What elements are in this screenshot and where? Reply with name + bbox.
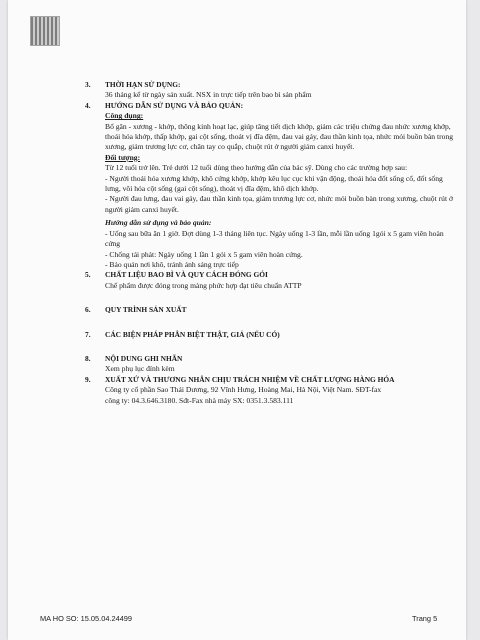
document-page <box>8 0 466 640</box>
section-6 <box>86 305 456 315</box>
section-7 <box>86 330 456 340</box>
usage-item: - Bảo quản nơi khô, tránh ánh sáng trực tiếp <box>105 259 239 269</box>
section-9 <box>86 375 456 406</box>
section-5-heading <box>86 270 456 280</box>
section-text: Chế phẩm được đóng trong màng phức hợp đạt tiêu chuẩn ATTP <box>105 280 302 290</box>
target-item: - Người thoái hóa xương khớp, khô cứng khớp, khớp kêu lục cục khi vận động, thoái hóa đốt sống cổ, đốt sống lưng, vôi hóa cột sống (gai cột sống), thoát vị đĩa đệm, khô dịch khớp. <box>105 173 443 194</box>
section-title: CHẤT LIỆU BAO BÌ VÀ QUY CÁCH ĐÓNG GÓI <box>105 270 268 280</box>
section-number: 4. <box>85 100 91 110</box>
section-number: 5. <box>85 270 91 280</box>
section-number: 7. <box>85 329 91 339</box>
section-title: THỜI HẠN SỬ DỤNG: <box>105 80 181 89</box>
section-7-heading <box>86 330 456 340</box>
section-8-heading <box>86 354 456 364</box>
section-text: Công ty cổ phần Sao Thái Dương, 92 Vĩnh Hưng, Hoàng Mai, Hà Nội, Việt Nam. SĐT-fax <box>105 385 382 395</box>
section-8 <box>86 354 456 375</box>
target-label: Đối tượng: <box>105 152 141 162</box>
section-3 <box>86 80 456 101</box>
section-4-heading <box>86 101 456 111</box>
section-title: CÁC BIỆN PHÁP PHÂN BIỆT THẬT, GIẢ (NẾU CÓ) <box>105 329 280 339</box>
section-text: 36 tháng kể từ ngày sản xuất. NSX in trực tiếp trên bao bì sản phẩm <box>105 90 312 100</box>
section-number: 8. <box>85 353 91 363</box>
usage-label: Hướng dẫn sử dụng và bảo quản: <box>105 218 212 228</box>
section-title: QUY TRÌNH SẢN XUẤT <box>105 305 187 315</box>
section-6-heading <box>86 305 456 315</box>
section-text: công ty: 04.3.646.3180. Sđt-Fax nhà máy SX: 0351.3.583.111 <box>105 395 294 405</box>
target-text: Từ 12 tuổi trở lên. Trẻ dưới 12 tuổi dùng theo hướng dẫn của bác sỹ. Dùng cho các trường hợp sau: <box>105 163 408 173</box>
section-title: XUẤT XỨ VÀ THƯƠNG NHÂN CHỊU TRÁCH NHIỆM VỀ CHẤT LƯỢNG HÀNG HÓA <box>105 374 395 384</box>
page-number: Trang 5 <box>412 614 438 623</box>
section-title: NỘI DUNG GHI NHÃN <box>105 353 183 363</box>
usage-item: - Chống tái phát: Ngày uống 1 lần 1 gói x 5 gam viên hoàn cứng. <box>105 249 303 259</box>
section-4 <box>86 101 456 271</box>
section-text: Xem phụ lục đính kèm <box>105 364 175 374</box>
section-9-heading <box>86 375 456 385</box>
dossier-code: MA HO SO: 15.05.04.24499 <box>40 614 133 623</box>
usage-item: - Uống sau bữa ăn 1 giờ. Đợt dùng 1-3 tháng liên tục. Ngày uống 1-3 lần, mỗi lần uống 1gói x 5 gam viên hoàn cứng <box>105 228 444 249</box>
uses-label: Công dụng: <box>105 111 144 121</box>
section-number: 9. <box>85 374 91 384</box>
section-title: HƯỚNG DẪN SỬ DỤNG VÀ BẢO QUẢN: <box>105 100 244 110</box>
target-item: - Người đau lưng, đau vai gáy, đau thần kinh tọa, giảm trương lực cơ, nhức mỏi buồn bàn trong xương, chuột rút ở người giảm canxi huyết. <box>105 194 453 214</box>
section-number: 3. <box>85 80 91 89</box>
qr-code-stamp <box>30 16 60 46</box>
section-5 <box>86 270 456 291</box>
document-content <box>86 80 456 406</box>
uses-text: Bổ gân - xương - khớp, thông kinh hoạt lạc, giúp tăng tiết dịch khớp, giảm các triệu chứng đau nhức xương khớp, thoái hóa khớp, thấp khớp, gai cột sống, thoát vị đĩa đệm, đau vai gáy, đau thần kinh tọa, nhức mỏi buồn bàn trong xương, giảm trương lực cơ, chân tay co quắp, chuột rút ở người giảm canxi huyết. <box>105 121 454 152</box>
section-3-heading <box>86 80 456 90</box>
section-number: 6. <box>85 305 91 315</box>
